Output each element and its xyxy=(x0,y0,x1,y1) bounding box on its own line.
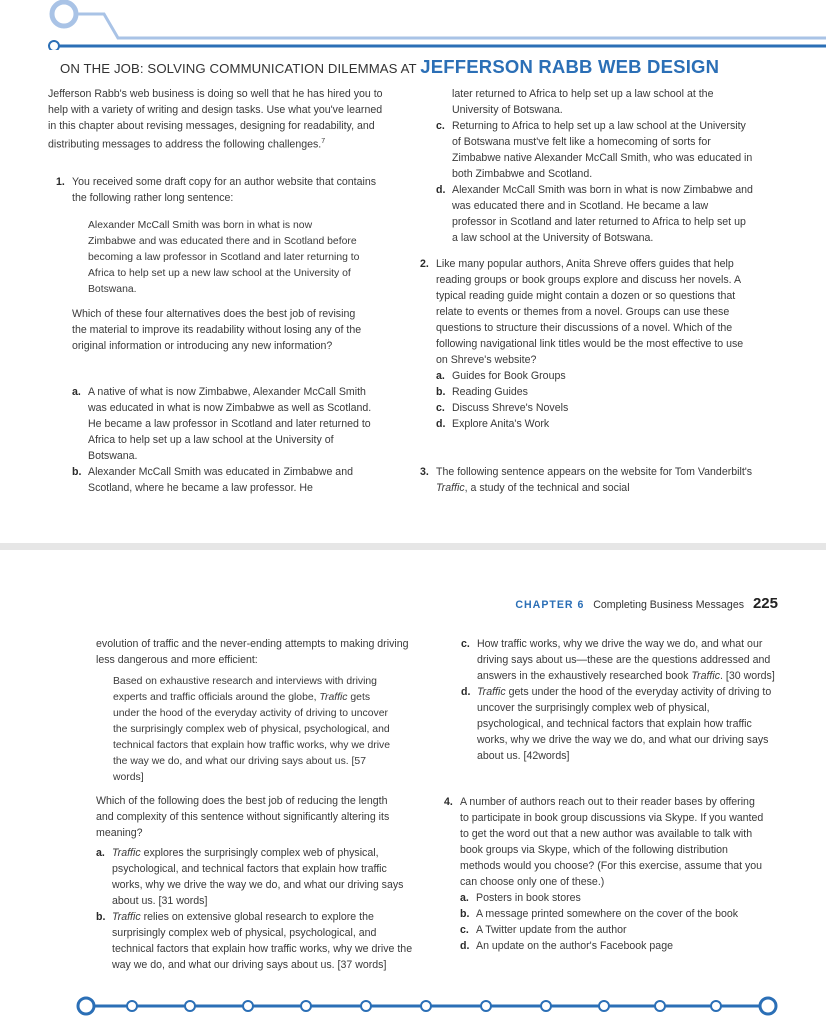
footer-node-icon xyxy=(541,1001,551,1011)
option-title: Traffic xyxy=(477,686,506,698)
running-head xyxy=(515,595,778,612)
footer-node-icon xyxy=(655,1001,665,1011)
footer-node-icon xyxy=(421,1001,431,1011)
page-break-divider xyxy=(0,543,826,550)
footer-node-icon xyxy=(599,1001,609,1011)
question-1-option-c[interactable] xyxy=(436,118,754,182)
question-1-option-a[interactable] xyxy=(72,384,378,464)
question-1-option-b-continued[interactable]: later returned to Africa to help set up a law school at the University of Botswana. xyxy=(452,88,714,116)
question-1-options-left xyxy=(72,384,378,496)
intro-text: Jefferson Rabb's web business is doing so well that he has hired you to help with a variety of writing and design tasks. Use what you've learned in this chapter about revising messages, designing for readability, and distributing messages to address the following challenges. xyxy=(48,88,383,151)
question-3-quote xyxy=(113,674,399,786)
option-letter: c. xyxy=(461,638,470,650)
question-3-prompt-text-end: , a study of the technical and social xyxy=(464,482,630,494)
option-letter: d. xyxy=(461,686,471,698)
section-heading-label: ON THE JOB: SOLVING COMMUNICATION DILEMMAS AT xyxy=(60,61,417,76)
question-4-number: 4. xyxy=(444,796,453,808)
page-number: 225 xyxy=(752,595,778,612)
running-head-title: Completing Business Messages xyxy=(593,599,745,611)
footer-node-icon xyxy=(301,1001,311,1011)
question-4-options xyxy=(444,890,766,954)
option-letter: c. xyxy=(460,924,469,936)
footer-node-icon xyxy=(78,998,94,1014)
footer-node-icon xyxy=(243,1001,253,1011)
option-letter: a. xyxy=(72,386,81,398)
question-3-options-left xyxy=(96,845,414,973)
option-text: . [30 words] xyxy=(720,670,775,682)
option-letter: b. xyxy=(460,908,470,920)
option-letter: a. xyxy=(436,370,445,382)
option-letter: a. xyxy=(460,892,469,904)
option-text: gets under the hood of the everyday activity of driving to uncover the surprisingly complex web of physical, psychological, and technical factors that explain how traffic works, why we drive the way we do, and what our driving says about us. [42words] xyxy=(477,686,772,762)
question-4-option-d[interactable] xyxy=(460,938,766,954)
header-node-icon xyxy=(49,41,59,50)
question-2 xyxy=(420,256,754,432)
question-2-option-c[interactable] xyxy=(436,400,754,416)
question-4-option-c[interactable] xyxy=(460,922,766,938)
question-3 xyxy=(420,464,754,496)
question-1 xyxy=(56,174,388,206)
option-text: Discuss Shreve's Novels xyxy=(452,402,569,414)
question-2-option-a[interactable] xyxy=(436,368,754,384)
question-3-option-c[interactable] xyxy=(461,636,779,684)
question-3-prompt-text: The following sentence appears on the website for Tom Vanderbilt's xyxy=(436,466,753,478)
option-text: relies on extensive global research to explore the surprisingly complex web of physical, psychological, and technical factors that explain how traffic works, why we drive the way we do, and what our driving says about us. [37 words] xyxy=(112,911,413,971)
question-3-number: 3. xyxy=(420,466,429,478)
option-text-pre: How traffic works, why we drive the way we do, and what our driving says about us—these are the questions addressed and answers in the exhaustively researched book xyxy=(477,638,771,682)
question-2-option-b[interactable] xyxy=(436,384,754,400)
question-1-question: Which of these four alternatives does the best job of revising the material to improve its readability without losing any of the original information or introducing any new information? xyxy=(72,308,362,352)
question-2-options xyxy=(420,368,754,432)
option-letter: b. xyxy=(96,911,106,923)
question-4-option-a[interactable] xyxy=(460,890,766,906)
question-3-option-b[interactable] xyxy=(96,909,414,973)
option-title: Traffic xyxy=(112,847,141,859)
header-ring-icon xyxy=(52,2,76,26)
question-3-continuation: evolution of traffic and the never-ending attempts to making driving less dangerous and more efficient: xyxy=(96,638,409,666)
question-2-prompt: Like many popular authors, Anita Shreve offers guides that help reading groups or book groups explore and discuss her novels. A typical reading guide might contain a dozen or so questions that relate to events or themes from a novel. Groups can use these questions to structure their discussions of a novel. Which of the following navigational link titles would be the most effective to use on Shreve's website? xyxy=(436,258,744,366)
intro-footnote: 7 xyxy=(321,138,326,145)
question-4-prompt: A number of authors reach out to their reader bases by offering to participate in book group discussions via Skype. If you wanted to get the word out that a new author was available to talk with book groups via Skype, which of the following distribution methods would you choose? (For this exercise, assume that you can choose only one of these.) xyxy=(460,796,764,888)
option-text: Reading Guides xyxy=(452,386,528,398)
option-letter: c. xyxy=(436,402,445,414)
option-text: A native of what is now Zimbabwe, Alexander McCall Smith was educated in what is now Zimbabwe as well as Scotland. He became a law professor in Scotland and later returned to Africa to help set up a law school at the University of Botswana. xyxy=(88,386,372,462)
footer-node-icon xyxy=(127,1001,137,1011)
option-text-part-1: Alexander McCall Smith was educated in Zimbabwe and Scotland, where he became a law professor. He xyxy=(88,466,353,494)
option-text: Posters in book stores xyxy=(476,892,581,904)
footer-node-icon xyxy=(481,1001,491,1011)
question-3-book-title: Traffic xyxy=(436,482,465,494)
option-text: Guides for Book Groups xyxy=(452,370,566,382)
option-text: Explore Anita's Work xyxy=(452,418,550,430)
option-text: explores the surprisingly complex web of physical, psychological, and technical factors that explain how traffic works, why we drive the way we do, and what our driving says about us. [31 words] xyxy=(112,847,404,907)
running-head-chapter: CHAPTER 6 xyxy=(515,599,585,611)
footer-node-icon xyxy=(760,998,776,1014)
footer-decoration xyxy=(0,994,826,1018)
option-text: Alexander McCall Smith was born in what is now Zimbabwe and was educated there and in Scotland. He became a law professor in Scotland and later returned to Africa to help set up a law school at the University of Botswana. xyxy=(452,184,753,244)
question-3-quote-title: Traffic xyxy=(319,692,348,703)
option-letter: d. xyxy=(436,184,446,196)
question-3-option-d[interactable] xyxy=(461,684,779,764)
header-decoration xyxy=(0,0,826,50)
footer-node-icon xyxy=(361,1001,371,1011)
question-3-options-right xyxy=(461,636,779,764)
option-letter: b. xyxy=(72,466,82,478)
intro-paragraph xyxy=(48,86,388,153)
option-text: A Twitter update from the author xyxy=(476,924,627,936)
question-1-quote: Alexander McCall Smith was born in what is now Zimbabwe and was educated there and in Scotland before becoming a law professor in Scotland and later returning to Africa to help set up a new law school at the University of Botswana. xyxy=(88,220,360,295)
question-3-quote-text-end: gets under the hood of the everyday activity of driving to uncover the surprisingly complex web of physical, psychological, and technical factors that explain how traffic works, why we drive the way we do, and what our driving says about us. [57 words] xyxy=(113,692,391,783)
section-heading xyxy=(60,56,719,78)
option-title: Traffic xyxy=(112,911,141,923)
footer-node-icon xyxy=(185,1001,195,1011)
question-3-question: Which of the following does the best job of reducing the length and complexity of this sentence without significantly altering its meaning? xyxy=(96,795,390,839)
question-1-options-right xyxy=(436,86,754,246)
section-heading-brand: JEFFERSON RABB WEB DESIGN xyxy=(420,56,720,77)
option-title: Traffic xyxy=(691,670,721,682)
question-4-option-b[interactable] xyxy=(460,906,766,922)
header-connector-line xyxy=(76,14,826,38)
question-4 xyxy=(444,794,766,954)
question-3-option-a[interactable] xyxy=(96,845,414,909)
question-3-prompt xyxy=(420,464,754,496)
option-text: Returning to Africa to help set up a law school at the University of Botswana must've felt like a homecoming of sorts for Zimbabwe native Alexander McCall Smith, who was educated in both Zimbabwe and Scotland. xyxy=(452,120,753,180)
question-1-prompt: You received some draft copy for an author website that contains the following rather long sentence: xyxy=(72,176,377,204)
option-letter: a. xyxy=(96,847,105,859)
option-letter: c. xyxy=(436,120,445,132)
option-text: An update on the author's Facebook page xyxy=(476,940,673,952)
option-letter: d. xyxy=(436,418,446,430)
question-3-quote-text: Based on exhaustive research and interviews with driving experts and traffic officials around the globe, xyxy=(113,676,377,703)
option-text: A message printed somewhere on the cover of the book xyxy=(476,908,739,920)
question-1-number: 1. xyxy=(56,176,65,188)
option-letter: b. xyxy=(436,386,446,398)
option-letter: d. xyxy=(460,940,470,952)
footer-node-icon xyxy=(711,1001,721,1011)
question-2-option-d[interactable] xyxy=(436,416,754,432)
question-1-option-d[interactable] xyxy=(436,182,754,246)
question-2-number: 2. xyxy=(420,258,429,270)
question-1-option-b[interactable] xyxy=(72,464,378,496)
